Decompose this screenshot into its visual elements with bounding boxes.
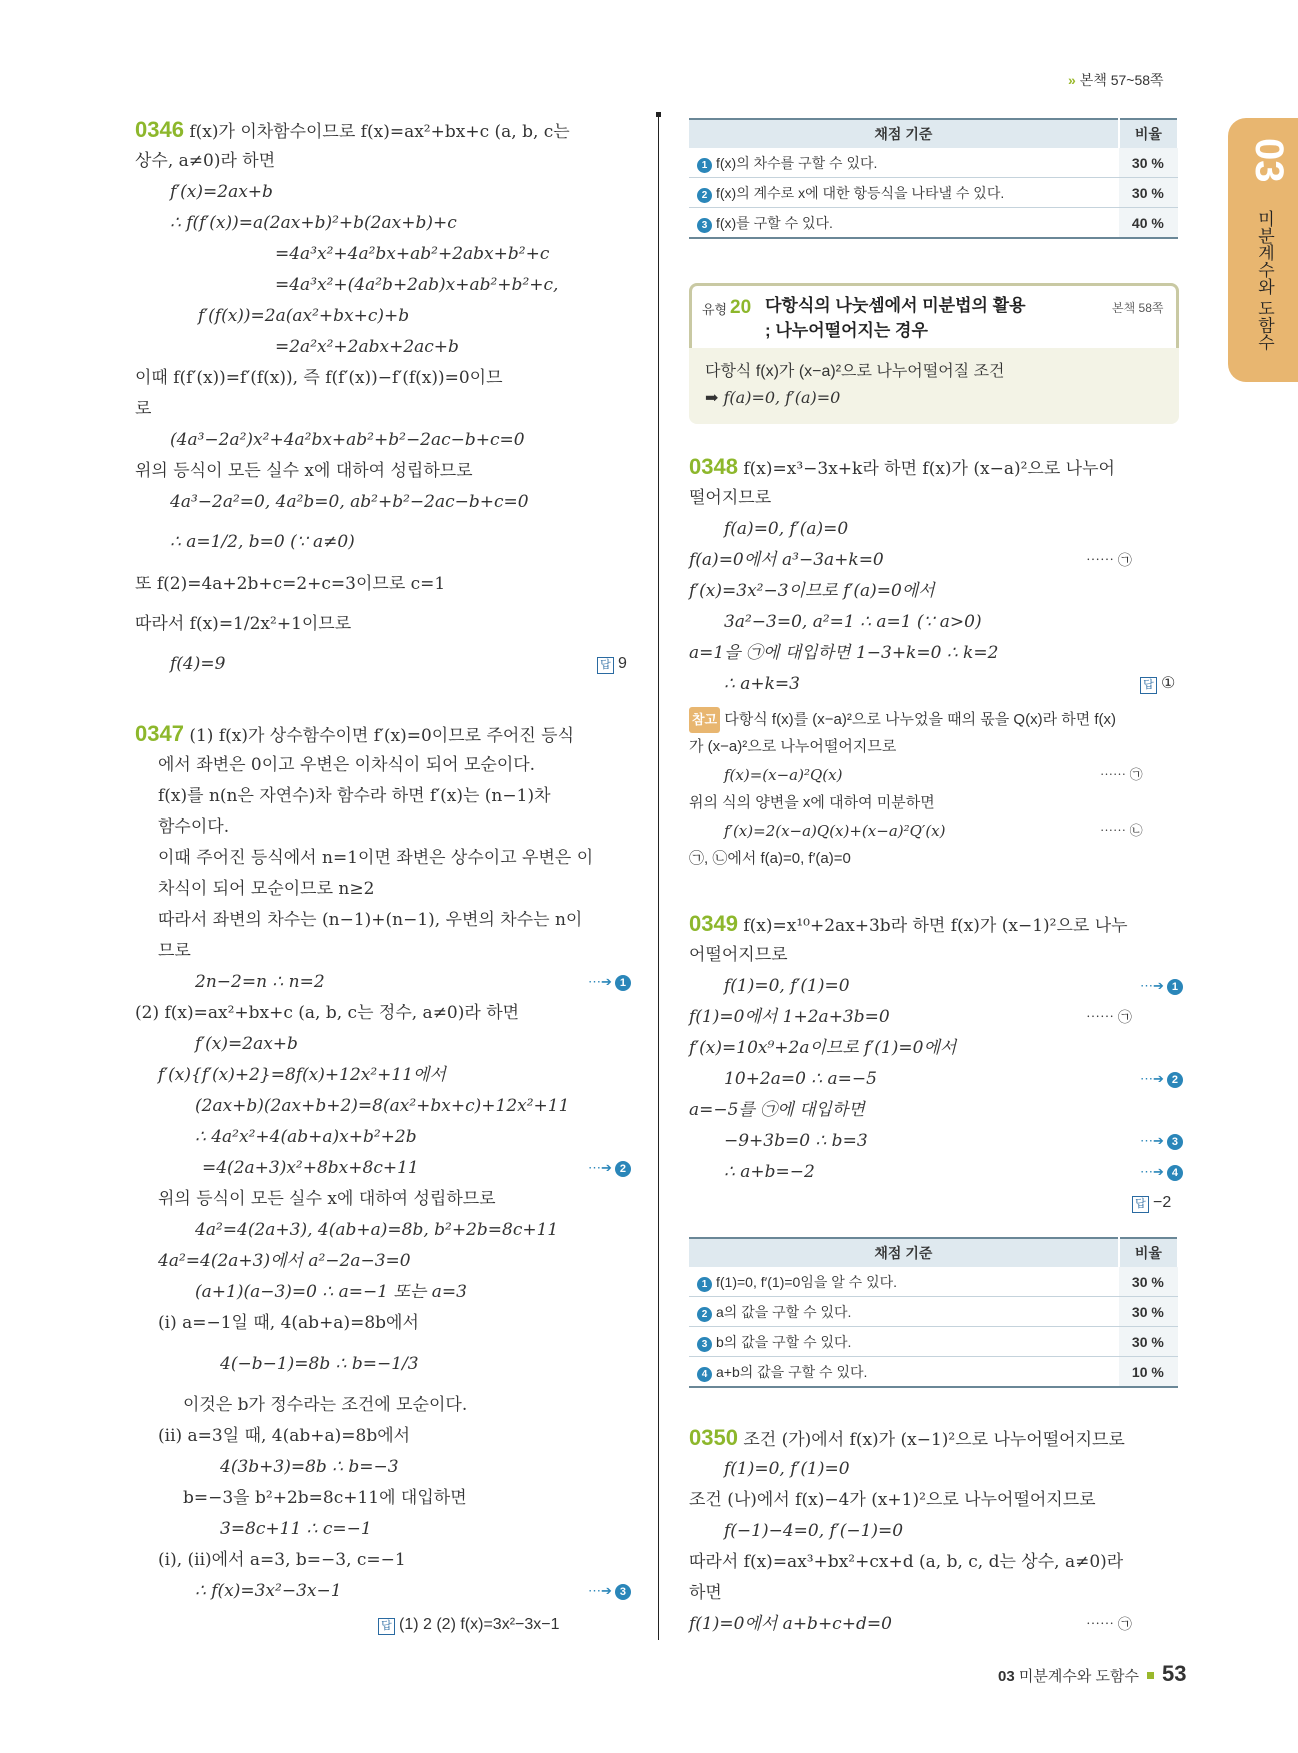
equation-line: f′(x)=2ax+b bbox=[170, 182, 273, 202]
step-marker-3: ⋯➔ 3 bbox=[588, 1579, 631, 1603]
answer-icon: 답 bbox=[597, 657, 614, 674]
equation-marker: ⋯⋯ ㉠ bbox=[1086, 1009, 1132, 1025]
step-marker-1: ⋯➔ 1 bbox=[588, 970, 631, 994]
equation-line: 4a³−2a²=0, 4a²b=0, ab²+b²−2ac−b+c=0 bbox=[170, 492, 529, 512]
text-line: (2) f(x)=ax²+bx+c (a, b, c는 정수, a≠0)라 하면 bbox=[135, 1003, 520, 1023]
equation-line: 4a²=4(2a+3), 4(ab+a)=8b, b²+2b=8c+11 bbox=[195, 1220, 559, 1240]
equation-line: f(a)=0에서 a³−3a+k=0 bbox=[689, 550, 884, 570]
text-line: 로 bbox=[135, 399, 152, 419]
problem-number: 0350 bbox=[689, 1425, 738, 1450]
text-line: 조건 (나)에서 f(x)−4가 (x+1)²으로 나누어떨어지므로 bbox=[689, 1490, 1096, 1510]
equation-line: =2a²x²+2abx+2ac+b bbox=[275, 337, 459, 357]
page-footer bbox=[998, 1661, 1186, 1687]
problem-0348-line: 0348 f(x)=x³−3x+k라 하면 f(x)가 (x−a)²으로 나누어 bbox=[689, 454, 1115, 479]
equation-line: f′(x)=3x²−3이므로 f′(a)=0에서 bbox=[689, 581, 935, 601]
table-row: 3 b의 값을 구할 수 있다. 30 % bbox=[689, 1327, 1178, 1357]
equation-line: f(1)=0, f′(1)=0 bbox=[724, 1459, 850, 1479]
equation-line: 4(3b+3)=8b ∴ b=−3 bbox=[220, 1457, 399, 1477]
problem-0347-line: 0347 (1) f(x)가 상수함수이면 f′(x)=0이므로 주어진 등식 bbox=[135, 721, 574, 746]
column-divider bbox=[658, 115, 659, 1640]
text-line: 이때 f(f′(x))=f′(f(x)), 즉 f(f′(x))−f′(f(x))=0이므 bbox=[135, 368, 503, 388]
equation-line: =4a³x²+4a²bx+ab²+2abx+b²+c bbox=[275, 244, 550, 264]
equation-line: 3=8c+11 ∴ c=−1 bbox=[220, 1519, 372, 1539]
equation-line: f(a)=0, f′(a)=0 bbox=[724, 519, 849, 539]
text-line: 에서 좌변은 0이고 우변은 이차식이 되어 모순이다. bbox=[158, 755, 536, 775]
text-line: 따라서 좌변의 차수는 (n−1)+(n−1), 우변의 차수는 n이 bbox=[158, 910, 583, 930]
text-line: (i) a=−1일 때, 4(ab+a)=8b에서 bbox=[158, 1313, 419, 1333]
text-line: (ii) a=3일 때, 4(ab+a)=8b에서 bbox=[158, 1426, 411, 1446]
problem-0349-line: 0349 f(x)=x¹⁰+2ax+3b라 하면 f(x)가 (x−1)²으로 나누 bbox=[689, 911, 1128, 936]
equation-line: =4(2a+3)x²+8bx+8c+11 bbox=[202, 1158, 419, 1178]
equation-line: 10+2a=0 ∴ a=−5 bbox=[724, 1069, 877, 1089]
equation-marker: ⋯⋯ ㉡ bbox=[1100, 823, 1143, 838]
equation-line: f(1)=0, f′(1)=0 bbox=[724, 976, 850, 996]
type-box bbox=[689, 283, 1177, 425]
answer-0348: 답 ① bbox=[1140, 672, 1175, 696]
note-badge: 참고 bbox=[689, 707, 720, 733]
step-marker-4: ⋯➔ 4 bbox=[1140, 1160, 1183, 1184]
note-line: 가 (x−a)²으로 나누어떨어지므로 bbox=[689, 738, 897, 755]
table-row: 2 a의 값을 구할 수 있다. 30 % bbox=[689, 1297, 1178, 1327]
note-equation: f′(x)=2(x−a)Q(x)+(x−a)²Q′(x) bbox=[724, 822, 946, 840]
equation-marker: ⋯⋯ ㉠ bbox=[1100, 767, 1143, 782]
table-row: 1 f(x)의 차수를 구할 수 있다. 30 % bbox=[689, 148, 1178, 178]
equation-line: 3a²−3=0, a²=1 ∴ a=1 (∵ a>0) bbox=[724, 612, 982, 632]
step-marker-2: ⋯➔ 2 bbox=[1140, 1067, 1183, 1091]
equation-line: f(4)=9 bbox=[170, 654, 226, 674]
answer-0349: 답 −2 bbox=[1132, 1191, 1171, 1215]
equation-line: =4a³x²+(4a²b+2ab)x+ab²+b²+c, bbox=[275, 275, 559, 295]
equation-marker: ⋯⋯ ㉠ bbox=[1086, 552, 1132, 568]
problem-number: 0348 bbox=[689, 454, 738, 479]
type-result: ➡ f(a)=0, f′(a)=0 bbox=[705, 388, 841, 407]
problem-number: 0347 bbox=[135, 721, 184, 746]
footer-chapter: 03 bbox=[998, 1668, 1015, 1685]
equation-line: f(−1)−4=0, f′(−1)=0 bbox=[724, 1521, 904, 1541]
scoring-table-2 bbox=[689, 1237, 1179, 1388]
problem-number: 0349 bbox=[689, 911, 738, 936]
equation-line: ∴ f(x)=3x²−3x−1 bbox=[195, 1581, 342, 1601]
equation-line: (4a³−2a²)x²+4a²bx+ab²+b²−2ac−b+c=0 bbox=[170, 430, 525, 450]
type-reference: 본책 58쪽 bbox=[1112, 301, 1164, 315]
answer-icon: 답 bbox=[1132, 1196, 1149, 1213]
equation-line: 4(−b−1)=8b ∴ b=−1/3 bbox=[220, 1354, 419, 1374]
text-line: 위의 등식이 모든 실수 x에 대하여 성립하므로 bbox=[135, 461, 473, 481]
answer-0346: 답 9 bbox=[597, 652, 627, 676]
answer-0347: 답 (1) 2 (2) f(x)=3x²−3x−1 bbox=[378, 1613, 560, 1637]
table-header: 비율 bbox=[1119, 1238, 1178, 1267]
answer-icon: 답 bbox=[378, 1618, 395, 1635]
step-marker-2: ⋯➔ 2 bbox=[588, 1156, 631, 1180]
page-reference: » 본책 57~58쪽 bbox=[1068, 72, 1164, 88]
equation-line: f′(x)=2ax+b bbox=[195, 1034, 298, 1054]
footer-title: 미분계수와 도함수 bbox=[1018, 1668, 1139, 1685]
equation-line: 2n−2=n ∴ n=2 bbox=[195, 972, 325, 992]
equation-line: f(1)=0에서 a+b+c+d=0 bbox=[689, 1614, 892, 1634]
equation-marker: ⋯⋯ ㉠ bbox=[1086, 1616, 1132, 1632]
text-line: (i), (ii)에서 a=3, b=−3, c=−1 bbox=[158, 1550, 406, 1570]
type-condition: 다항식 f(x)가 (x−a)²으로 나누어떨어질 조건 bbox=[705, 363, 1005, 380]
note-line: ㉠, ㉡에서 f(a)=0, f′(a)=0 bbox=[689, 850, 851, 867]
problem-0350-line: 0350 조건 (가)에서 f(x)가 (x−1)²으로 나누어떨어지므로 bbox=[689, 1425, 1125, 1450]
text-line: 따라서 f(x)=1/2x²+1이므로 bbox=[135, 614, 352, 634]
type-title: 다항식의 나눗셈에서 미분법의 활용 bbox=[765, 296, 1026, 315]
equation-line: −9+3b=0 ∴ b=3 bbox=[724, 1131, 868, 1151]
equation-line: 4a²=4(2a+3)에서 a²−2a−3=0 bbox=[158, 1251, 411, 1271]
table-header: 채점 기준 bbox=[689, 119, 1119, 148]
note-equation: f(x)=(x−a)²Q(x) bbox=[724, 766, 843, 784]
scoring-table-1 bbox=[689, 118, 1179, 239]
text-line: f(x)를 n(n은 자연수)차 함수라 하면 f′(x)는 (n−1)차 bbox=[158, 786, 551, 806]
answer-icon: 답 bbox=[1140, 677, 1157, 694]
text-line: 이때 주어진 등식에서 n=1이면 좌변은 상수이고 우변은 이 bbox=[158, 848, 594, 868]
type-number: 20 bbox=[730, 297, 752, 318]
equation-line: (a+1)(a−3)=0 ∴ a=−1 또는 a=3 bbox=[195, 1282, 467, 1302]
text-line: b=−3을 b²+2b=8c+11에 대입하면 bbox=[183, 1488, 467, 1508]
type-body bbox=[689, 348, 1179, 424]
equation-line: f(1)=0에서 1+2a+3b=0 bbox=[689, 1007, 890, 1027]
chapter-number: 03 bbox=[1247, 138, 1291, 183]
type-subtitle: ; 나누어떨어지는 경우 bbox=[765, 321, 928, 340]
text-line: 상수, a≠0)라 하면 bbox=[135, 151, 276, 171]
equation-line: f′(x){f′(x)+2}=8f(x)+12x²+11에서 bbox=[158, 1065, 446, 1085]
equation-line: ∴ a+b=−2 bbox=[724, 1162, 815, 1182]
equation-line: ∴ 4a²x²+4(ab+a)x+b²+2b bbox=[195, 1127, 417, 1147]
text-line: 어떨어지므로 bbox=[689, 945, 788, 965]
note-line: 참고 다항식 f(x)를 (x−a)²으로 나누었을 때의 몫을 Q(x)라 하면 f(x) bbox=[689, 707, 1116, 733]
table-row: 2 f(x)의 계수로 x에 대한 항등식을 나타낼 수 있다. 30 % bbox=[689, 178, 1178, 208]
text-line: 또 f(2)=4a+2b+c=2+c=3이므로 c=1 bbox=[135, 574, 446, 594]
text-line: 떨어지므로 bbox=[689, 488, 772, 508]
equation-line: (2ax+b)(2ax+b+2)=8(ax²+bx+c)+12x²+11 bbox=[195, 1096, 570, 1116]
text-line: 이것은 b가 정수라는 조건에 모순이다. bbox=[183, 1395, 468, 1415]
equation-line: ∴ a=1/2, b=0 (∵ a≠0) bbox=[170, 532, 355, 552]
equation-line: ∴ f(f′(x))=a(2ax+b)²+b(2ax+b)+c bbox=[170, 213, 457, 233]
problem-0346-line: 0346 f(x)가 이차함수이므로 f(x)=ax²+bx+c (a, b, c는 bbox=[135, 117, 570, 142]
equation-line: ∴ a+k=3 bbox=[724, 674, 800, 694]
text-line: 하면 bbox=[689, 1583, 722, 1603]
text-line: 므로 bbox=[158, 941, 191, 961]
step-marker-1: ⋯➔ 1 bbox=[1140, 974, 1183, 998]
problem-number: 0346 bbox=[135, 117, 184, 142]
type-label: 유형 bbox=[702, 302, 728, 317]
equation-line: a=−5를 ㉠에 대입하면 bbox=[689, 1100, 865, 1120]
table-row: 4 a+b의 값을 구할 수 있다. 10 % bbox=[689, 1357, 1178, 1388]
note-line: 위의 식의 양변을 x에 대하여 미분하면 bbox=[689, 794, 935, 811]
text-line: 따라서 f(x)=ax³+bx²+cx+d (a, b, c, d는 상수, a≠0)라 bbox=[689, 1552, 1124, 1572]
text-line: 차식이 되어 모순이므로 n≥2 bbox=[158, 879, 375, 899]
table-header: 채점 기준 bbox=[689, 1238, 1119, 1267]
page-number: 53 bbox=[1161, 1661, 1187, 1686]
equation-line: a=1을 ㉠에 대입하면 1−3+k=0 ∴ k=2 bbox=[689, 643, 999, 663]
equation-line: f′(x)=10x⁹+2a이므로 f′(1)=0에서 bbox=[689, 1038, 957, 1058]
step-marker-3: ⋯➔ 3 bbox=[1140, 1129, 1183, 1153]
chapter-title: 미분계수와 도함수 bbox=[1255, 210, 1274, 351]
table-header: 비율 bbox=[1119, 119, 1178, 148]
table-row: 3 f(x)를 구할 수 있다. 40 % bbox=[689, 208, 1178, 239]
table-row: 1 f(1)=0, f′(1)=0임을 알 수 있다. 30 % bbox=[689, 1267, 1178, 1297]
equation-line: f′(f(x))=2a(ax²+bx+c)+b bbox=[198, 306, 410, 326]
text-line: 함수이다. bbox=[158, 817, 230, 837]
text-line: 위의 등식이 모든 실수 x에 대하여 성립하므로 bbox=[158, 1189, 496, 1209]
chapter-side-tab bbox=[1228, 118, 1298, 382]
type-header bbox=[689, 283, 1179, 348]
